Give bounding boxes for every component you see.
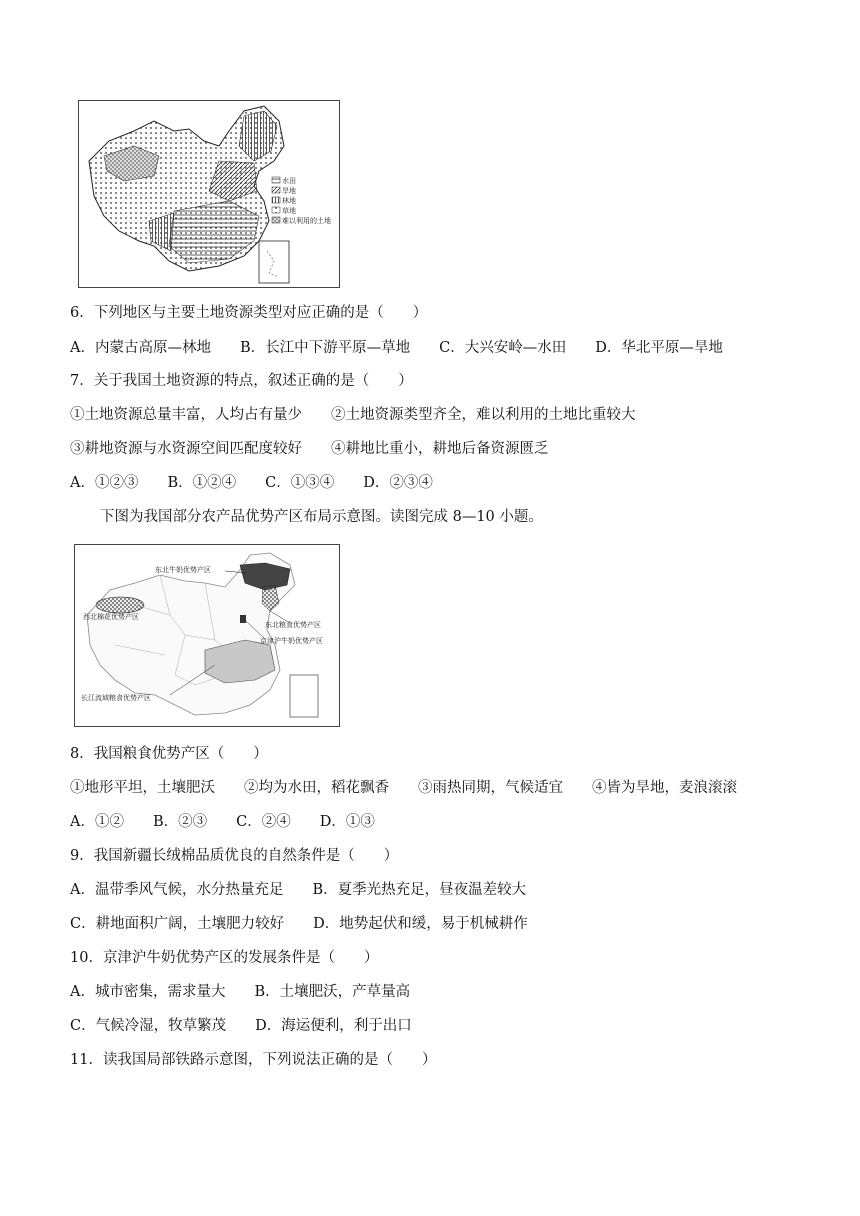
q8-options: A．①② B．②③ C．②④ D．①③ [70, 814, 375, 830]
legend-grassland: 草地 [282, 207, 296, 215]
q10-stem: 10．京津沪牛奶优势产区的发展条件是（ ） [70, 950, 379, 966]
q7-options: A．①②③ B．①②④ C．①③④ D．②③④ [70, 475, 433, 491]
section-intro: 下图为我国部分农产品优势产区布局示意图。读图完成 8—10 小题。 [100, 509, 543, 525]
label-ne-dairy: 东北牛奶优势产区 [155, 566, 211, 574]
q6-stem: 6．下列地区与主要土地资源类型对应正确的是（ ） [70, 305, 428, 321]
legend-dryland: 旱地 [282, 187, 296, 195]
label-jjh-dairy: 京津沪牛奶优势产区 [260, 637, 323, 645]
q9-options-1: A．温带季风气候，水分热量充足 B．夏季光热充足，昼夜温差较大 [70, 882, 527, 898]
q11-stem: 11．读我国局部铁路示意图，下列说法正确的是（ ） [70, 1052, 437, 1068]
label-nw-cotton: 西北棉花优势产区 [83, 613, 139, 621]
q8-items: ①地形平坦，土壤肥沃 ②均为水田，稻花飘香 ③雨热同期，气候适宜 ④皆为旱地，麦浪滚滚 [70, 780, 737, 796]
legend-paddy: 水田 [282, 177, 296, 185]
q6-options: A．内蒙古高原—林地 B．长江中下游平原—草地 C．大兴安岭—水田 D．华北平原—旱地 [70, 340, 723, 356]
q9-stem: 9．我国新疆长绒棉品质优良的自然条件是（ ） [70, 848, 399, 864]
q10-options-2: C．气候冷湿，牧草繁茂 D．海运便利，利于出口 [70, 1018, 412, 1034]
map-legend [272, 176, 331, 225]
q9-options-2: C．耕地面积广阔，土壤肥力较好 D．地势起伏和缓，易于机械耕作 [70, 916, 528, 932]
q7-items-2: ③耕地资源与水资源空间匹配度较好 ④耕地比重小，耕地后备资源匮乏 [70, 441, 549, 457]
q8-stem: 8．我国粮食优势产区（ ） [70, 746, 268, 762]
label-ne-grain: 东北粮食优势产区 [265, 621, 321, 629]
legend-forest: 林地 [282, 197, 296, 205]
q7-items-1: ①土地资源总量丰富，人均占有量少 ②土地资源类型齐全，难以利用的土地比重较大 [70, 407, 636, 423]
q10-options-1: A．城市密集，需求量大 B．土壤肥沃，产草量高 [70, 984, 411, 1000]
legend-unusable: 难以利用的土地 [282, 217, 331, 225]
land-use-map [78, 100, 340, 288]
label-yangtze-grain: 长江流域粮食优势产区 [81, 694, 151, 702]
q7-stem: 7．关于我国土地资源的特点，叙述正确的是（ ） [70, 373, 413, 389]
agri-area-map [74, 544, 340, 727]
